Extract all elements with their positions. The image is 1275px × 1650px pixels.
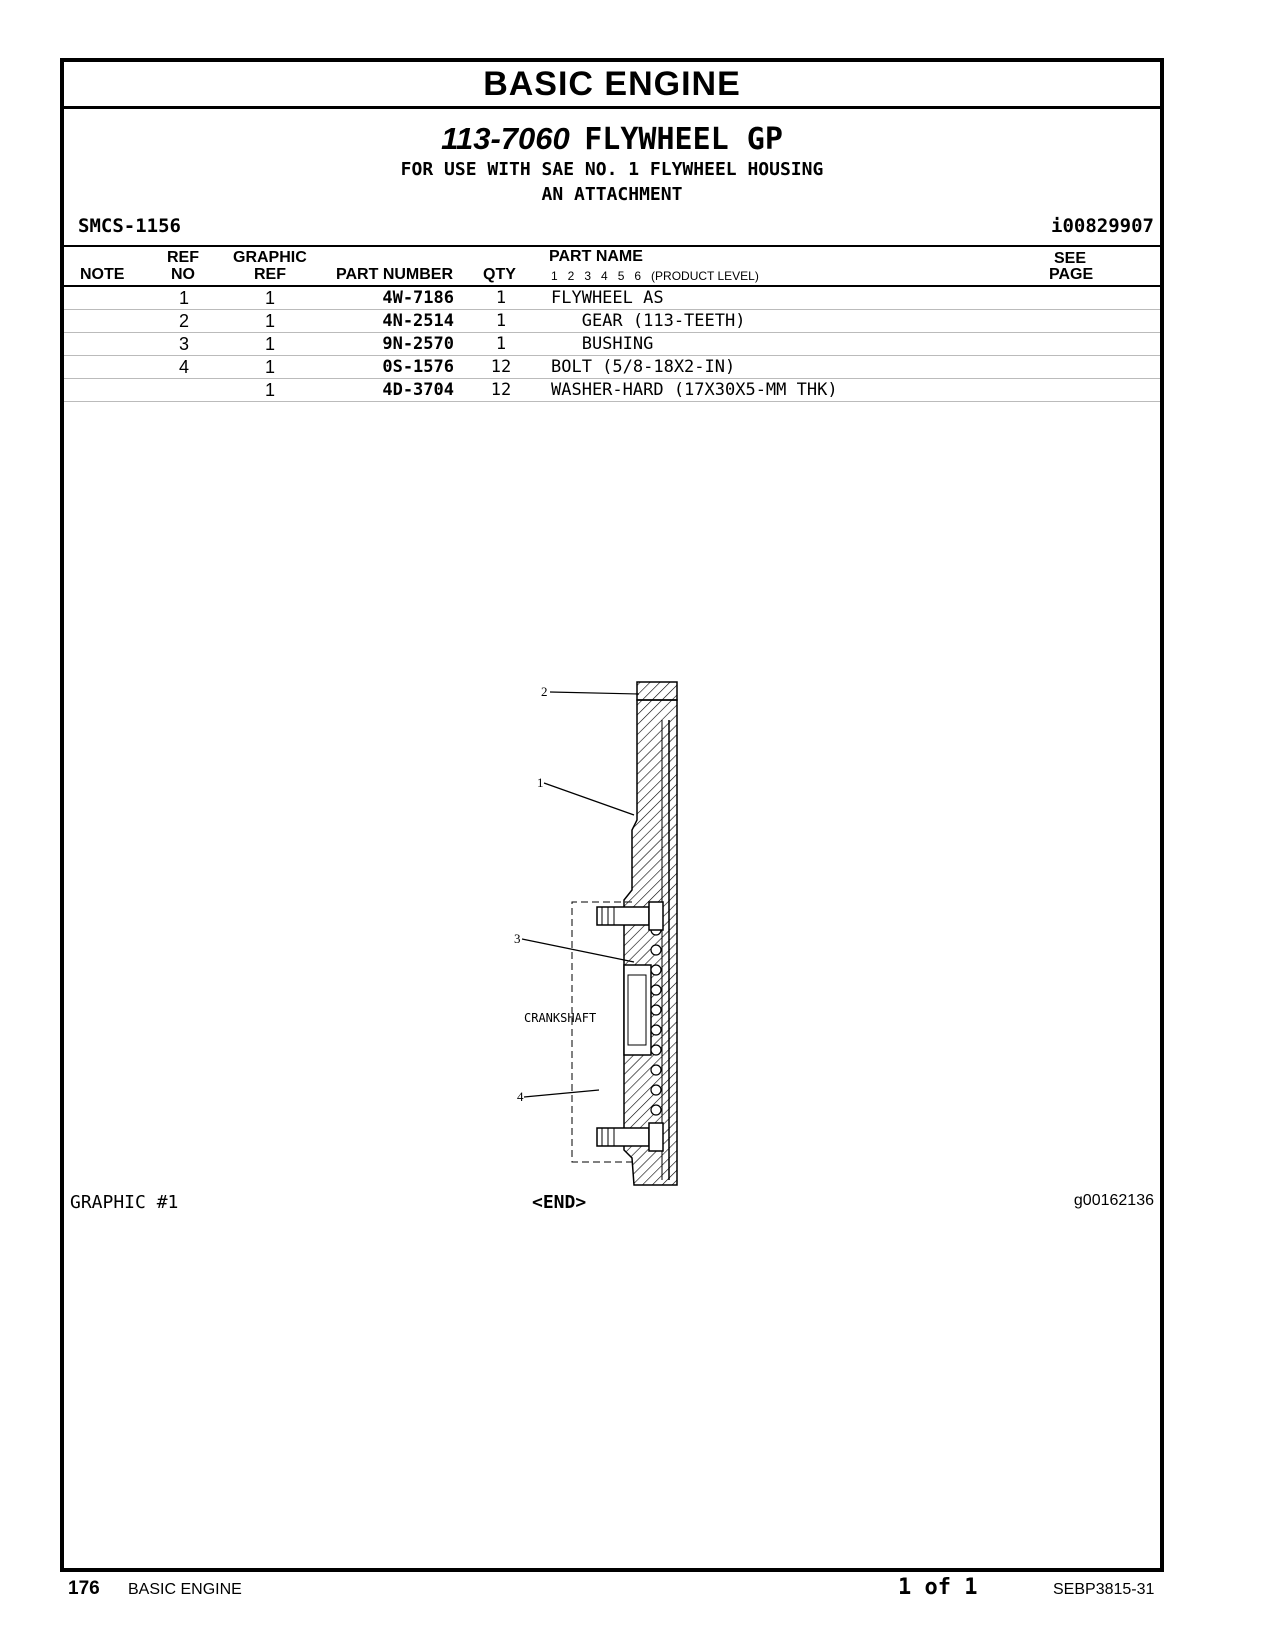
parts-table-body [64, 287, 1160, 402]
header-ref-top: REF [167, 249, 199, 266]
gear-ring-shape [637, 682, 677, 700]
graphic-number: GRAPHIC #1 [70, 1192, 179, 1213]
part-name: BUSHING [551, 334, 654, 354]
graphic-ref: 1 [264, 311, 275, 331]
part-number[interactable]: 4W-7186 [382, 288, 454, 308]
header-product-levels: 1 2 3 4 5 6 (PRODUCT LEVEL) [551, 269, 759, 283]
part-name: FLYWHEEL AS [551, 288, 664, 308]
group-title [64, 121, 1160, 157]
header-see-top: SEE [1054, 250, 1087, 267]
info-id: i00829907 [1051, 215, 1154, 237]
part-number[interactable]: 9N-2570 [382, 334, 454, 354]
group-name: FLYWHEEL GP [584, 122, 783, 157]
part-number[interactable]: 4N-2514 [382, 311, 454, 331]
page-of: 1 of 1 [898, 1575, 978, 1600]
graphic-ref: 1 [264, 288, 275, 308]
header-note: NOTE [80, 266, 125, 283]
doc-number: SEBP3815-31 [1053, 1581, 1155, 1598]
lower-bolt-shape [597, 1128, 649, 1146]
group-part-number[interactable]: 113-7060 [441, 121, 570, 156]
page-footer [0, 1575, 1275, 1608]
part-number[interactable]: 4D-3704 [382, 380, 454, 400]
header-part-name: PART NAME [549, 248, 643, 265]
header-part-number: PART NUMBER [336, 266, 454, 283]
crankshaft-label: CRANKSHAFT [524, 1011, 597, 1025]
upper-bolt-shape [597, 907, 649, 925]
callout-1: 1 [537, 775, 544, 790]
callout-2: 2 [541, 684, 548, 699]
group-subtitle-2: AN ATTACHMENT [541, 184, 683, 205]
header-see-bottom: PAGE [1049, 266, 1094, 283]
graphic-id: g00162136 [1073, 1192, 1154, 1209]
parts-table-header [64, 245, 1160, 287]
footer-section: BASIC ENGINE [128, 1581, 242, 1598]
qty: 1 [495, 288, 507, 308]
graphic-ref: 1 [264, 334, 275, 354]
callout-4: 4 [517, 1089, 524, 1104]
ref-no: 3 [178, 334, 189, 354]
header-ref-bottom: NO [171, 266, 195, 283]
figure-footer [64, 1192, 1160, 1218]
callout-3: 3 [514, 931, 521, 946]
table-row[interactable] [64, 333, 1160, 356]
ref-no: 2 [178, 311, 189, 331]
section-title: BASIC ENGINE [64, 62, 1160, 109]
smcs-code: SMCS-1156 [78, 215, 181, 237]
flywheel-section-drawing [444, 680, 704, 1200]
table-row[interactable] [64, 287, 1160, 310]
ref-no: 4 [178, 357, 189, 377]
part-name: BOLT (5/8-18X2-IN) [551, 357, 736, 377]
page-number: 176 [68, 1578, 100, 1599]
ref-no: 1 [178, 288, 189, 308]
table-row[interactable] [64, 379, 1160, 402]
group-subtitle-1: FOR USE WITH SAE NO. 1 FLYWHEEL HOUSING [400, 159, 824, 180]
part-name: GEAR (113-TEETH) [551, 311, 746, 331]
crankshaft-outline [572, 902, 632, 1162]
graphic-ref: 1 [264, 380, 275, 400]
table-row[interactable] [64, 310, 1160, 333]
table-row[interactable] [64, 356, 1160, 379]
qty: 12 [490, 380, 512, 400]
part-number[interactable]: 0S-1576 [382, 357, 454, 377]
qty: 12 [490, 357, 512, 377]
end-marker: <END> [532, 1192, 587, 1213]
graphic-ref: 1 [264, 357, 275, 377]
header-graphic-top: GRAPHIC [233, 249, 307, 266]
header-qty: QTY [483, 266, 516, 283]
qty: 1 [495, 334, 507, 354]
qty: 1 [495, 311, 507, 331]
identifier-row [64, 215, 1160, 245]
part-name: WASHER-HARD (17X30X5-MM THK) [551, 380, 838, 400]
parts-page-frame [60, 58, 1164, 1572]
header-graphic-bottom: REF [254, 266, 286, 283]
